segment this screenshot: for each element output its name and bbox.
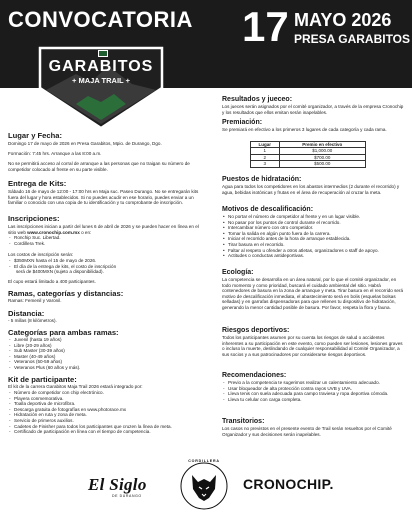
descalificacion-list [222,214,406,259]
list-item: - Veteranos Plus (60 años y más). [8,365,204,371]
kits-title: Entrega de Kits: [8,179,67,188]
event-place: PRESA GARABITOS [294,32,411,46]
prize-table [250,141,366,168]
costs-list [8,258,204,269]
lugar-p2: Formación: 7:45 hrs. Arranque a las 8:00 a.m. [8,151,102,156]
list-item: - Toalla deportiva de microfibra. [8,401,204,407]
categorias-title: Categorías para ambas ramas: [8,328,119,337]
premiacion-title: Premiación: [222,119,263,126]
list-item: - Descarga gratuita de fotografías en www.photorace.mx [8,407,204,413]
recomendaciones-title: Recomendaciones: [222,372,287,379]
list-item: - Libre (20-29 años) [8,343,204,349]
list-item: - Veteranos (50-59 años) [8,359,204,365]
wolf-icon [178,460,230,512]
descalificacion-title: Motivos de descalificación: [222,206,314,213]
garabitos-logo [36,44,166,130]
ramas-text: Ramas: Femenil y Varonil. [8,298,62,303]
list-item: - Lleva tu celular con carga completa. [222,397,406,403]
distancia-title: Distancia: [8,309,45,318]
logo-sub-text: + MAJA TRAIL + [72,76,130,85]
list-item: - Master (40-49 años) [8,354,204,360]
ecologia-title: Ecología: [222,269,254,276]
cronochip-logo: CRONOCHIP. [243,476,334,492]
riesgos-paragraph: Todos los participantes asumen por su cuenta los riesgos de salud o accidentes inherentes a su participación en este evento, como pueden ser lesiones, lesiones graves o incluso la muerte, deslindando de cualquier responsabilidad al Comité Organizador, a sus socios y a sus patrocinadores por considerarse riesgos deportivos. [222,335,403,357]
list-item: • Faltar al respeto u ofender a otros atletas, organizadores o staff de apoyo. [222,248,406,254]
list-item: - $350MXN hasta el 15 de mayo de 2026. [8,258,204,264]
list-item: • Iniciar el recorrido antes de la hora de arranque establecida. [222,236,406,242]
costs-cont: será de $400MXN (sujeto a disponibilidad). [16,269,104,274]
flag-icon [98,50,108,57]
recomendaciones-list [222,380,406,402]
riesgos-title: Riesgos deportivos: [222,327,290,334]
resultados-title: Resultados y jueceo: [222,96,293,103]
list-item: • No pasar por los puntos de control durante el recorrido. [222,220,406,226]
table-row: 2 $700.00 [251,154,366,160]
hidratacion-paragraph: Agua para todos los competidores en los abastos intermedios (2 durante el recorrido) y agua, bebidas isotónicas y frutas en el área de recuperación al cruzar la meta. [222,184,400,195]
kits-paragraph: Sábado 16 de mayo de 12:00 - 17:00 hrs en Maja suc. Paseo Durango. No se entregarán kits fuera del lugar y hora establecidos. Si no puedes acudir en ese horario, puedes enviar a un familiar o conocido con una copia de tu identificación y tu comprobante de inscripción. [8,189,199,206]
list-item: • No portar el número de competidor al frente y en un lugar visible. [222,214,406,220]
list-item: • Intercambiar número con otro competidor. [222,225,406,231]
event-month: MAYO 2026 [294,10,392,30]
list-item: - Usar bloqueador de alta protección contra rayos UVB y UVA. [222,386,406,392]
kit-title: Kit de participante: [8,375,77,384]
list-item: - Número de competidor con chip electrónico. [8,390,204,396]
categories-list [8,337,204,371]
transitorios-title: Transitorios: [222,418,265,425]
list-item: - Sub Master (30-39 años) [8,348,204,354]
list-item: • Tomar la salida en algún punto fuera de la carrera. [222,231,406,237]
list-item: • Tirar basura en el recorrido. [222,242,406,248]
list-item: - Cadetes de Finisher para todos los participantes que cruzen la línea de meta. [8,424,204,430]
kit-items [8,390,204,435]
inscripciones-title: Inscripciones: [8,214,60,223]
inscription-sites [8,235,204,246]
list-item: - Certificado de participación en línea con el tiempo de competencia. [8,429,204,435]
lugar-p1: Domingo 17 de mayo de 2026 en Presa Garabitos, Mpio. de Durango, Dgo. [8,141,162,146]
table-header: Premio en efectivo [279,142,366,148]
list-item: - Lleva tenis con suela adecuada para campo traviesa y ropa deportiva cómoda. [222,391,406,397]
ramas-title: Ramas, categorías y distancias: [8,289,124,298]
premiacion-paragraph: Se premiará en efectivo a los primeros 3 lugares de cada categoría y cada rama. [222,127,387,132]
inscripciones-paragraph: Las inscripciones inician a partir del lunes 6 de abril de 2026 y se pueden hacer en línea en el sitio web www.cronochip.com.mx o en: [8,224,199,235]
ecologia-paragraph: La competencia se desarrolla en un área natural, por lo que el comité organizador, en todo momento y como prioridad, buscará el cuidado ambiental del sitio. Habrá contenedores de basura en la zona de arranque y meta. Tirar basura en el recorrido será motivo de descalificación inmediata, el abastecimiento será en bolis (esquelas bolsas selladas) y en garrafas dispensadoras para que rellenes tu dispositivo de hidratación, generando la menor cantidad posible de basura. Por favor, respeta la flora y fauna. [222,277,404,310]
list-item: - Previo a la competencia te sugerimos realizar un calentamiento adecuado. [222,380,406,386]
list-item: - El día de la entrega de kits, el costo de inscripción [8,264,204,270]
lugar-p3: No se permitirá acceso al corral de arranque a las personas que no traigan su número de competidor colocado al frente en su parte visible. [8,161,190,172]
list-item: • Actitudes o conductas antideportivas. [222,253,406,259]
resultados-paragraph: Los jueces serán asignados por el comité organizador, a través de la empresa Cronochip y los resultados que ellos emitan serán inapelables. [222,104,404,115]
list-item: - Servicio de primeros auxilios. [8,418,204,424]
list-item: - Hidratación en ruta y zona de meta. [8,412,204,418]
event-day: 17 [242,3,289,50]
list-item: - Ronchip Suc. Libertad. [8,235,204,241]
costs-title: Los costos de inscripción serán: [8,252,74,257]
table-row: 1 $1,000.00 [251,148,366,154]
kit-intro: El kit de la carrera Garabitos Maja Trail 2026 estará integrado por: [8,384,143,389]
list-item: - Juvenil (hasta 19 años) [8,337,204,343]
lugar-title: Lugar y Fecha: [8,131,63,140]
cupo-text: El cupo estará limitado a 400 participantes. [8,279,96,284]
convocatoria-title: CONVOCATORIA [8,7,193,32]
logo-main-text: GARABITOS [48,58,154,75]
transitorios-paragraph: Los casos no previstos en el presente evento de Trail serán resueltos por el Comité Organizador y sus decisiones serán inapelables. [222,426,392,437]
distancia-text: - 5 millas (8 kilómetros). [8,318,57,323]
el-siglo-subtitle: DE DURANGO [112,494,142,498]
cordillera-text: CORDILLERA [188,459,220,463]
cronochip-link[interactable]: www.cronochip.com.mx [27,229,80,235]
sponsor-footer [0,458,412,514]
list-item: - Playera conmemorativa. [8,396,204,402]
el-siglo-logo: El Siglo [88,475,147,494]
table-header: Lugar [251,142,280,148]
list-item: - Cordillera Trek. [8,241,204,247]
hidratacion-title: Puestos de hidratación: [222,176,302,183]
table-row: 3 $500.00 [251,161,366,167]
